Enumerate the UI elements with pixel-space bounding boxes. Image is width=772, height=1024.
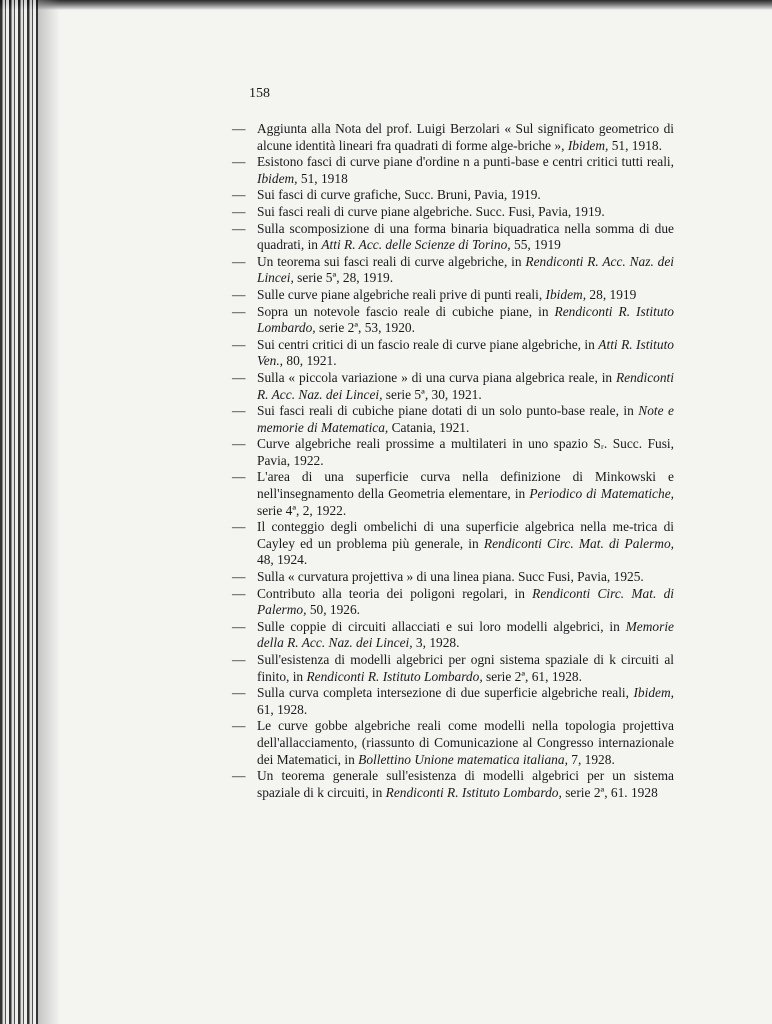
entry-source: Bollettino Unione matematica italiana, bbox=[358, 751, 568, 767]
entry-details: 28, 1919 bbox=[586, 286, 637, 302]
bibliography-entry bbox=[232, 187, 674, 204]
entry-source: Ibidem, bbox=[545, 286, 587, 302]
entry-source: Memorie della R. Acc. Naz. dei Lincei, bbox=[257, 618, 674, 651]
bibliography-entry bbox=[232, 403, 674, 436]
entry-details: 48, 1924. bbox=[257, 552, 308, 568]
bibliography-entry bbox=[232, 652, 674, 685]
entry-source: Rendiconti R. Acc. Naz. dei Lincei, bbox=[257, 369, 674, 402]
entry-details: serie 5ª, 30, 1921. bbox=[382, 386, 482, 402]
bibliography-entry bbox=[232, 204, 674, 221]
page-top-edge bbox=[0, 0, 772, 10]
entry-text: Esistono fasci di curve piane d'ordine n a punti-base e centri critici tutti reali, bbox=[257, 154, 674, 170]
bibliography-entry bbox=[232, 685, 674, 718]
entry-source: Rendiconti R. Istituto Lombardo, bbox=[306, 668, 483, 684]
entry-text: Sulla « curvatura projettiva » di una linea piana. Succ Fusi, Pavia, 1925. bbox=[257, 569, 644, 585]
bibliography-list bbox=[232, 121, 674, 801]
entry-text: Curve algebriche reali prossime a multilateri in uno spazio Sᵣ. Succ. Fusi, Pavia, 1922. bbox=[257, 436, 674, 468]
entry-text: L'area di una superficie curva nella definizione di Minkowski e nell'insegnamento della Geometria elementare, in bbox=[257, 469, 674, 502]
entry-source: Rendiconti R. Acc. Naz. dei Lincei, bbox=[257, 253, 674, 286]
entry-details: serie 2ª, 61. 1928 bbox=[561, 784, 658, 800]
entry-text: Contributo alla teoria dei poligoni regolari, in bbox=[257, 585, 533, 601]
entry-source: Rendiconti R. Istituto Lombardo, bbox=[385, 784, 562, 800]
bibliography-entry bbox=[232, 254, 674, 287]
entry-details: 51, 1918. bbox=[608, 137, 662, 153]
entry-source: Ibidem, bbox=[257, 170, 298, 186]
binding-shadow bbox=[38, 0, 60, 1024]
entry-text: Sopra un notevole fascio reale di cubiche piane, in bbox=[257, 303, 555, 319]
entry-source: Note e memorie di Matematica, bbox=[257, 403, 674, 435]
bibliography-entry bbox=[232, 519, 674, 569]
entry-details: serie 2ª, 61, 1928. bbox=[482, 668, 582, 684]
entry-text: Sulle coppie di circuiti allacciati e sui loro modelli algebrici, in bbox=[257, 618, 626, 634]
entry-text: Sulle curve piane algebriche reali prive di punti reali, bbox=[257, 286, 546, 302]
entry-text: Sui fasci di curve grafiche, Succ. Bruni, Pavia, 1919. bbox=[257, 187, 541, 203]
bibliography-entry bbox=[232, 287, 674, 304]
bibliography-entry bbox=[232, 619, 674, 652]
entry-text: Aggiunta alla Nota del prof. Luigi Berzolari « Sul significato geometrico di alcune identità lineari fra quadrati di forme alge-briche », bbox=[257, 121, 674, 153]
entry-text: Sulla curva completa intersezione di due superficie algebriche reali, bbox=[257, 685, 634, 701]
bibliography-entry bbox=[232, 718, 674, 768]
entry-details: 61, 1928. bbox=[257, 701, 308, 717]
entry-text: Il conteggio degli ombelichi di una superficie algebrica nella me-trica di Cayley ed un problema più generale, in bbox=[257, 519, 674, 551]
entry-details: 51, 1918 bbox=[297, 170, 348, 186]
entry-details: 7, 1928. bbox=[567, 751, 615, 767]
entry-source: Atti R. Acc. delle Scienze di Torino, bbox=[321, 237, 511, 253]
entry-source: Periodico di Matematiche, bbox=[529, 486, 674, 502]
entry-details: 55, 1919 bbox=[510, 237, 561, 253]
entry-details: serie 4ª, 2, 1922. bbox=[257, 502, 347, 518]
page-number: 158 bbox=[249, 86, 270, 101]
entry-text: Sui fasci reali di cubiche piane dotati di un solo punto-base reale, in bbox=[257, 403, 639, 419]
entry-details: Catania, 1921. bbox=[388, 419, 470, 435]
book-binding bbox=[0, 0, 38, 1024]
entry-details: serie 5ª, 28, 1919. bbox=[293, 270, 394, 286]
entry-text: Sui fasci reali di curve piane algebriche. Succ. Fusi, Pavia, 1919. bbox=[257, 203, 605, 219]
bibliography-entry bbox=[232, 586, 674, 619]
bibliography-entry bbox=[232, 569, 674, 586]
entry-details: serie 2ª, 53, 1920. bbox=[315, 320, 415, 336]
entry-source: Atti R. Istituto Ven., bbox=[257, 336, 674, 369]
bibliography-entry bbox=[232, 337, 674, 370]
bibliography-entry bbox=[232, 221, 674, 254]
entry-source: Rendiconti Circ. Mat. di Palermo, bbox=[483, 535, 674, 551]
entry-text: Le curve gobbe algebriche reali come modelli nella topologia projettiva dell'allacciamento, (riassunto di Comunicazione al Congresso internazionale dei Matematici, in bbox=[257, 718, 674, 767]
bibliography-entry bbox=[232, 469, 674, 519]
entry-text: Sui centri critici di un fascio reale di curve piane algebriche, in bbox=[257, 336, 599, 352]
entry-source: Rendiconti R. Istituto Lombardo, bbox=[257, 303, 674, 336]
bibliography-entry bbox=[232, 304, 674, 337]
entry-details: 50, 1926. bbox=[306, 602, 361, 618]
entry-source: Ibidem, bbox=[567, 137, 609, 153]
entry-details: 80, 1921. bbox=[283, 353, 337, 369]
entry-text: Sulla scomposizione di una forma binaria biquadratica nella somma di due quadrati, in bbox=[257, 220, 674, 253]
bibliography-entry bbox=[232, 121, 674, 154]
entry-source: Ibidem, bbox=[633, 685, 674, 701]
bibliography-entry bbox=[232, 154, 674, 187]
bibliography-entry bbox=[232, 370, 674, 403]
bibliography-entry bbox=[232, 768, 674, 801]
entry-text: Un teorema generale sull'esistenza di modelli algebrici per un sistema spaziale di k circuiti, in bbox=[257, 768, 674, 800]
entry-text: Sulla « piccola variazione » di una curva piana algebrica reale, in bbox=[257, 369, 616, 385]
entry-source: Rendiconti Circ. Mat. di Palermo, bbox=[257, 585, 674, 618]
bibliography-entry bbox=[232, 436, 674, 469]
entry-text: Sull'esistenza di modelli algebrici per ogni sistema spaziale di k circuiti al finito, in bbox=[257, 652, 674, 684]
entry-details: 3, 1928. bbox=[412, 635, 460, 651]
entry-text: Un teorema sui fasci reali di curve algebriche, in bbox=[257, 253, 526, 269]
